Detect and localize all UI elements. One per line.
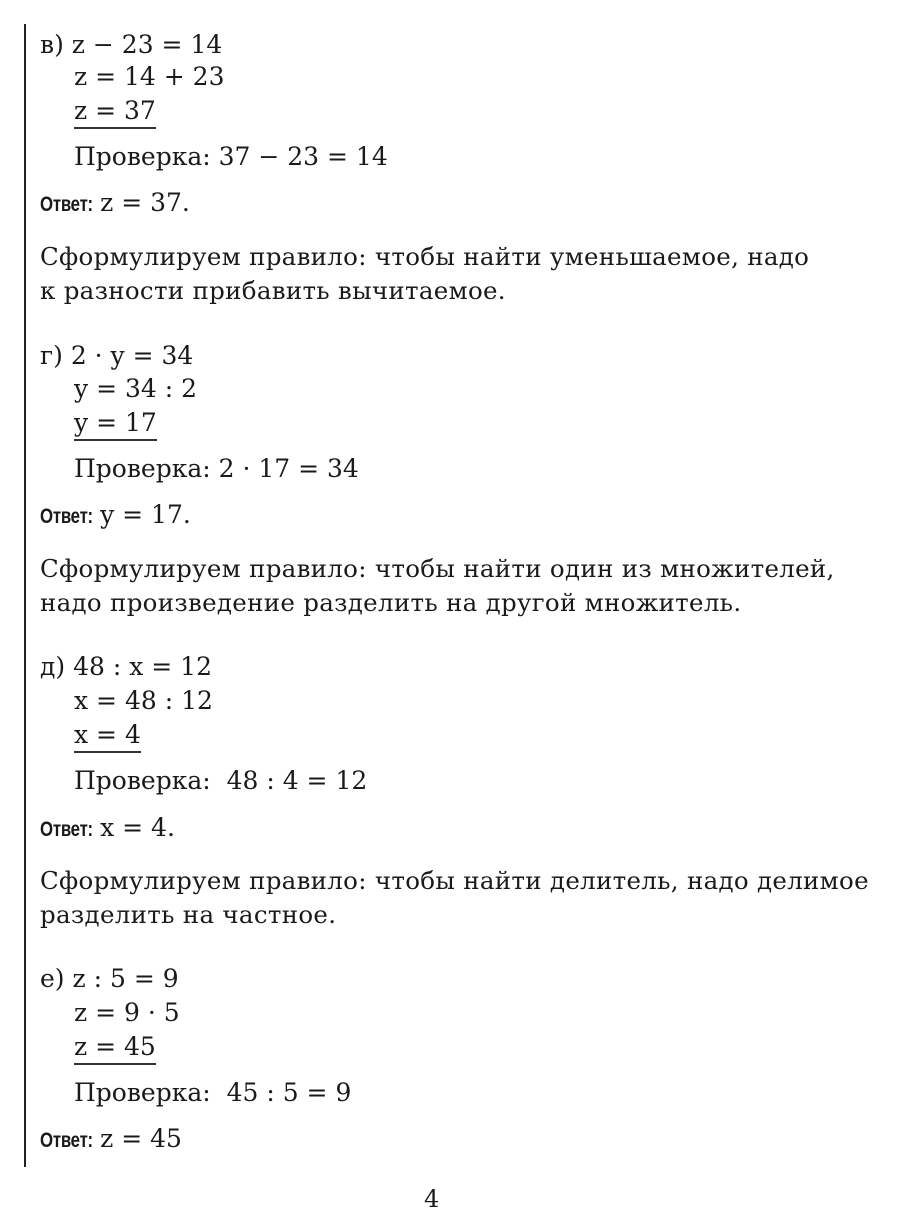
underlined-result: z = 37 [74,96,156,129]
equation-line-e [40,964,179,994]
rule-text-line: надо произведение разделить на другой множитель. [40,588,742,617]
margin-rule [24,24,26,1167]
page-number: 4 [424,1185,440,1213]
answer-label: Ответ: [40,1129,93,1152]
answer-line [40,188,190,220]
rule-text-line: разделить на частное. [40,900,337,929]
equation: 48 : x = 12 [73,652,212,681]
answer-line [40,813,175,845]
equation-line-d [40,652,212,682]
rule-text-line: Сформулируем правило: чтобы найти уменьшаемое, надо [40,242,810,271]
solution-step: x = 48 : 12 [74,686,213,715]
check-line: Проверка: 45 : 5 = 9 [74,1078,352,1107]
solution-result [74,408,157,438]
rule-text-line: к разности прибавить вычитаемое. [40,276,506,305]
section-label: в) [40,30,64,59]
section-label: е) [40,964,65,993]
equation: z − 23 = 14 [71,30,223,59]
section-label: д) [40,652,66,681]
underlined-result: x = 4 [74,720,141,753]
solution-result [74,1032,156,1062]
answer-value: x = 4. [100,813,175,842]
answer-label: Ответ: [40,818,93,841]
equation: 2 · y = 34 [70,341,194,370]
equation-line-v [40,30,222,60]
answer-value: z = 45 [100,1124,182,1153]
equation: z : 5 = 9 [72,964,179,993]
check-line: Проверка: 37 − 23 = 14 [74,142,388,171]
solution-step: y = 34 : 2 [74,374,197,403]
solution-result [74,720,141,750]
answer-label: Ответ: [40,505,93,528]
answer-value: z = 37. [100,188,190,217]
solution-step: z = 14 + 23 [74,62,225,91]
answer-label: Ответ: [40,193,93,216]
answer-line [40,500,191,532]
check-line: Проверка: 2 · 17 = 34 [74,454,359,483]
answer-value: y = 17. [100,500,191,529]
underlined-result: z = 45 [74,1032,156,1065]
rule-text-line: Сформулируем правило: чтобы найти один из множителей, [40,554,835,583]
rule-text-line: Сформулируем правило: чтобы найти делитель, надо делимое [40,866,869,895]
solution-result [74,96,156,126]
section-label: г) [40,341,63,370]
underlined-result: y = 17 [74,408,157,441]
equation-line-g [40,341,193,371]
solution-step: z = 9 · 5 [74,998,180,1027]
answer-line [40,1124,182,1156]
check-line: Проверка: 48 : 4 = 12 [74,766,368,795]
